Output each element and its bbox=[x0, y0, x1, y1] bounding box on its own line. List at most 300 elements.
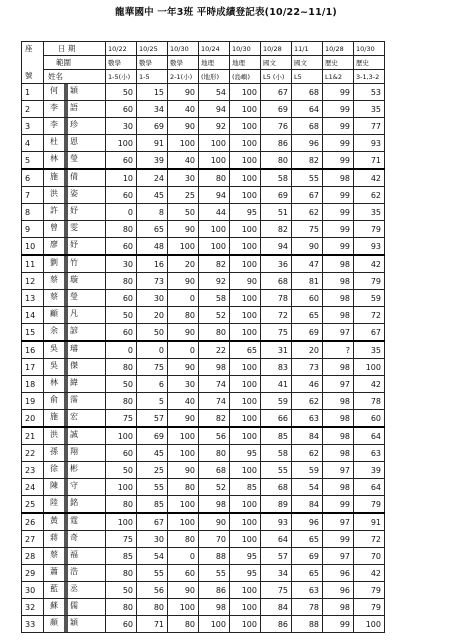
range-cell: L1&2 bbox=[323, 70, 354, 84]
table-row bbox=[22, 479, 385, 496]
table-row bbox=[22, 101, 385, 118]
seat-label-2: 號 bbox=[25, 71, 33, 80]
subject-cell: 數學 bbox=[106, 56, 137, 70]
score-cell: 81 bbox=[292, 273, 323, 290]
student-name bbox=[44, 324, 106, 342]
score-cell: 55 bbox=[137, 565, 168, 582]
date-cell: 10/25 bbox=[137, 42, 168, 56]
seat-number: 21 bbox=[22, 427, 44, 445]
score-cell: 100 bbox=[354, 359, 385, 376]
score-cell: 78 bbox=[261, 290, 292, 307]
student-name bbox=[44, 290, 106, 307]
score-cell: 99 bbox=[323, 135, 354, 152]
score-cell: 100 bbox=[199, 221, 230, 238]
name-first-char: 蔡 bbox=[50, 292, 58, 301]
score-cell: 100 bbox=[230, 221, 261, 238]
table-row bbox=[22, 359, 385, 376]
score-cell: 100 bbox=[230, 599, 261, 616]
score-cell: 85 bbox=[230, 479, 261, 496]
score-cell: 63 bbox=[354, 445, 385, 462]
score-cell: 25 bbox=[137, 462, 168, 479]
score-cell: 64 bbox=[261, 531, 292, 548]
score-cell: 16 bbox=[137, 255, 168, 273]
score-cell: 91 bbox=[354, 513, 385, 531]
score-cell: 98 bbox=[323, 427, 354, 445]
subject-cell: 歷史 bbox=[323, 56, 354, 70]
seat-number: 19 bbox=[22, 393, 44, 410]
table-row bbox=[22, 496, 385, 514]
seat-number: 18 bbox=[22, 376, 44, 393]
seat-number: 7 bbox=[22, 187, 44, 204]
score-cell: 25 bbox=[168, 187, 199, 204]
name-first-char: 曾 bbox=[50, 223, 58, 232]
score-cell: 98 bbox=[323, 393, 354, 410]
name-redaction-bar bbox=[64, 135, 68, 151]
name-last-char: 妤 bbox=[70, 240, 78, 249]
name-redaction-bar bbox=[64, 428, 68, 444]
score-cell: 0 bbox=[106, 204, 137, 221]
score-cell: 80 bbox=[106, 599, 137, 616]
score-cell: 98 bbox=[323, 410, 354, 428]
score-cell: 92 bbox=[199, 273, 230, 290]
score-cell: 100 bbox=[230, 582, 261, 599]
range-cell: L5 (小) bbox=[261, 70, 292, 84]
score-cell: 50 bbox=[106, 462, 137, 479]
student-name bbox=[44, 221, 106, 238]
score-cell: 6 bbox=[137, 376, 168, 393]
score-cell: 95 bbox=[230, 204, 261, 221]
score-cell: 56 bbox=[199, 427, 230, 445]
score-cell: 97 bbox=[323, 548, 354, 565]
score-cell: 34 bbox=[137, 101, 168, 118]
score-cell: 99 bbox=[323, 496, 354, 514]
score-cell: 84 bbox=[292, 496, 323, 514]
score-cell: 60 bbox=[354, 410, 385, 428]
score-cell: 0 bbox=[168, 290, 199, 307]
score-cell: 90 bbox=[168, 221, 199, 238]
student-name bbox=[44, 376, 106, 393]
name-last-char: 妤 bbox=[70, 206, 78, 215]
score-cell: 40 bbox=[168, 152, 199, 170]
table-row bbox=[22, 341, 385, 359]
score-cell: 100 bbox=[230, 238, 261, 256]
score-cell: 56 bbox=[137, 582, 168, 599]
score-cell: 80 bbox=[106, 359, 137, 376]
score-cell: 84 bbox=[292, 427, 323, 445]
score-cell: 98 bbox=[323, 169, 354, 187]
name-redaction-bar bbox=[64, 376, 68, 392]
score-cell: 58 bbox=[199, 290, 230, 307]
seat-number: 1 bbox=[22, 84, 44, 101]
seat-header bbox=[22, 42, 44, 84]
table-row bbox=[22, 565, 385, 582]
table-row bbox=[22, 513, 385, 531]
score-cell: 98 bbox=[199, 359, 230, 376]
student-name bbox=[44, 599, 106, 616]
name-redaction-bar bbox=[64, 170, 68, 186]
student-name bbox=[44, 513, 106, 531]
score-cell: 95 bbox=[230, 548, 261, 565]
table-row bbox=[22, 152, 385, 170]
score-cell: 99 bbox=[323, 152, 354, 170]
score-cell: 100 bbox=[230, 255, 261, 273]
date-cell: 10/24 bbox=[199, 42, 230, 56]
score-cell: 44 bbox=[199, 204, 230, 221]
name-redaction-bar bbox=[64, 324, 68, 340]
score-cell: 39 bbox=[354, 462, 385, 479]
score-cell: 97 bbox=[323, 376, 354, 393]
score-cell: 100 bbox=[230, 616, 261, 633]
score-cell: 69 bbox=[292, 324, 323, 342]
score-cell: 40 bbox=[168, 393, 199, 410]
subject-cell: 地理 bbox=[199, 56, 230, 70]
name-redaction-bar bbox=[64, 273, 68, 289]
name-first-char: 余 bbox=[50, 326, 58, 335]
score-cell: 69 bbox=[137, 118, 168, 135]
score-cell: 95 bbox=[230, 445, 261, 462]
score-cell: 75 bbox=[137, 359, 168, 376]
name-first-char: 孫 bbox=[50, 447, 58, 456]
date-cell: 10/22 bbox=[106, 42, 137, 56]
score-cell: 30 bbox=[168, 376, 199, 393]
table-row bbox=[22, 376, 385, 393]
score-cell: 99 bbox=[323, 118, 354, 135]
score-cell: 79 bbox=[354, 273, 385, 290]
score-cell: 93 bbox=[354, 135, 385, 152]
student-name bbox=[44, 565, 106, 582]
range-cell: 2-1(小) bbox=[168, 70, 199, 84]
score-cell: 0 bbox=[168, 548, 199, 565]
seat-number: 33 bbox=[22, 616, 44, 633]
seat-number: 11 bbox=[22, 255, 44, 273]
score-cell: 89 bbox=[261, 496, 292, 514]
student-name bbox=[44, 341, 106, 359]
score-cell: 100 bbox=[230, 118, 261, 135]
seat-number: 13 bbox=[22, 290, 44, 307]
score-cell: 50 bbox=[106, 84, 137, 101]
student-name bbox=[44, 84, 106, 101]
score-cell: 97 bbox=[323, 513, 354, 531]
score-cell: 73 bbox=[292, 359, 323, 376]
seat-number: 12 bbox=[22, 273, 44, 290]
score-cell: 92 bbox=[199, 118, 230, 135]
score-cell: 100 bbox=[230, 152, 261, 170]
table-row bbox=[22, 238, 385, 256]
score-cell: 85 bbox=[106, 548, 137, 565]
score-cell: 100 bbox=[199, 238, 230, 256]
score-cell: 47 bbox=[292, 255, 323, 273]
name-last-char: 凡 bbox=[70, 309, 78, 318]
date-label: 日 期 bbox=[58, 44, 76, 53]
student-name bbox=[44, 118, 106, 135]
score-cell: 31 bbox=[261, 341, 292, 359]
score-cell: 100 bbox=[230, 290, 261, 307]
score-cell: 62 bbox=[292, 204, 323, 221]
score-cell: 80 bbox=[199, 169, 230, 187]
score-cell: 50 bbox=[106, 376, 137, 393]
score-cell: 86 bbox=[199, 582, 230, 599]
score-cell: 90 bbox=[168, 410, 199, 428]
seat-number: 3 bbox=[22, 118, 44, 135]
score-cell: 53 bbox=[354, 84, 385, 101]
score-cell: 60 bbox=[106, 445, 137, 462]
score-cell: 72 bbox=[354, 531, 385, 548]
score-cell: 100 bbox=[230, 135, 261, 152]
date-cell: 10/28 bbox=[261, 42, 292, 56]
score-cell: 96 bbox=[292, 135, 323, 152]
score-cell: 30 bbox=[137, 531, 168, 548]
table-row bbox=[22, 135, 385, 152]
name-redaction-bar bbox=[64, 342, 68, 358]
score-cell: 68 bbox=[261, 479, 292, 496]
range-cell: (地形) bbox=[199, 70, 230, 84]
range-label-cell bbox=[44, 56, 106, 70]
student-name bbox=[44, 359, 106, 376]
score-cell: 100 bbox=[168, 496, 199, 514]
range-cell: 3-1,3-2 bbox=[354, 70, 385, 84]
score-cell: 84 bbox=[261, 599, 292, 616]
name-first-char: 藍 bbox=[50, 584, 58, 593]
score-cell: 30 bbox=[137, 290, 168, 307]
name-redaction-bar bbox=[64, 462, 68, 478]
score-cell: 100 bbox=[230, 359, 261, 376]
score-cell: 99 bbox=[323, 101, 354, 118]
student-name bbox=[44, 307, 106, 324]
name-last-char: 儒 bbox=[70, 601, 78, 610]
seat-number: 16 bbox=[22, 341, 44, 359]
score-cell: 78 bbox=[292, 599, 323, 616]
table-row bbox=[22, 290, 385, 307]
score-cell: 90 bbox=[168, 359, 199, 376]
name-last-char: 守 bbox=[70, 481, 78, 490]
name-redaction-bar bbox=[64, 307, 68, 323]
range-cell: (島嶼) bbox=[230, 70, 261, 84]
name-redaction-bar bbox=[64, 410, 68, 426]
score-cell: 67 bbox=[261, 84, 292, 101]
score-cell: 71 bbox=[137, 616, 168, 633]
seat-number: 23 bbox=[22, 462, 44, 479]
score-cell: 67 bbox=[292, 187, 323, 204]
score-cell: 77 bbox=[354, 118, 385, 135]
score-cell: 75 bbox=[106, 531, 137, 548]
date-cell: 10/30 bbox=[230, 42, 261, 56]
score-cell: 70 bbox=[354, 548, 385, 565]
name-redaction-bar bbox=[64, 238, 68, 254]
score-cell: 63 bbox=[292, 410, 323, 428]
student-name bbox=[44, 548, 106, 565]
name-first-char: 李 bbox=[50, 120, 58, 129]
page-title: 龍華國中 一年3班 平時成績登記表(10/22~11/1) bbox=[115, 7, 337, 18]
name-last-char: 誠 bbox=[70, 430, 78, 439]
score-cell: 74 bbox=[199, 393, 230, 410]
name-first-char: 蔡 bbox=[50, 275, 58, 284]
score-cell: 75 bbox=[292, 221, 323, 238]
score-cell: 80 bbox=[106, 496, 137, 514]
seat-number: 26 bbox=[22, 513, 44, 531]
score-cell: 74 bbox=[199, 376, 230, 393]
table-row bbox=[22, 273, 385, 290]
score-cell: 100 bbox=[230, 187, 261, 204]
score-cell: ? bbox=[323, 341, 354, 359]
score-cell: 55 bbox=[137, 479, 168, 496]
score-cell: 86 bbox=[261, 616, 292, 633]
table-row bbox=[22, 255, 385, 273]
student-name bbox=[44, 393, 106, 410]
score-cell: 98 bbox=[323, 255, 354, 273]
score-cell: 90 bbox=[199, 513, 230, 531]
name-redaction-bar bbox=[64, 599, 68, 615]
score-cell: 100 bbox=[199, 135, 230, 152]
score-cell: 98 bbox=[323, 479, 354, 496]
header-row-dates bbox=[22, 42, 385, 56]
score-cell: 90 bbox=[168, 84, 199, 101]
score-cell: 35 bbox=[354, 341, 385, 359]
score-cell: 100 bbox=[230, 101, 261, 118]
name-redaction-bar bbox=[64, 256, 68, 272]
score-cell: 85 bbox=[137, 496, 168, 514]
name-redaction-bar bbox=[64, 514, 68, 530]
score-cell: 20 bbox=[137, 307, 168, 324]
score-cell: 97 bbox=[323, 324, 354, 342]
table-row bbox=[22, 427, 385, 445]
score-cell: 20 bbox=[292, 341, 323, 359]
score-cell: 71 bbox=[354, 152, 385, 170]
score-cell: 68 bbox=[292, 118, 323, 135]
name-first-char: 林 bbox=[50, 154, 58, 163]
name-last-char: 恩 bbox=[70, 137, 78, 146]
name-last-char: 語 bbox=[70, 103, 78, 112]
score-cell: 42 bbox=[354, 169, 385, 187]
table-row bbox=[22, 187, 385, 204]
score-cell: 62 bbox=[354, 187, 385, 204]
score-cell: 69 bbox=[261, 101, 292, 118]
score-cell: 65 bbox=[292, 565, 323, 582]
name-first-char: 顧 bbox=[50, 309, 58, 318]
name-last-char: 璇 bbox=[70, 275, 78, 284]
student-name bbox=[44, 187, 106, 204]
name-redaction-bar bbox=[64, 479, 68, 495]
score-cell: 60 bbox=[106, 290, 137, 307]
score-cell: 52 bbox=[199, 307, 230, 324]
score-cell: 93 bbox=[354, 238, 385, 256]
name-label-cell bbox=[44, 70, 106, 84]
name-last-char: 霆 bbox=[70, 516, 78, 525]
score-cell: 50 bbox=[137, 324, 168, 342]
score-cell: 80 bbox=[199, 445, 230, 462]
score-cell: 90 bbox=[168, 118, 199, 135]
student-name bbox=[44, 410, 106, 428]
score-cell: 76 bbox=[261, 118, 292, 135]
score-cell: 8 bbox=[137, 204, 168, 221]
name-redaction-bar bbox=[64, 445, 68, 461]
name-first-char: 黃 bbox=[50, 516, 58, 525]
table-row bbox=[22, 599, 385, 616]
score-cell: 90 bbox=[168, 462, 199, 479]
name-redaction-bar bbox=[64, 84, 68, 100]
score-cell: 5 bbox=[137, 393, 168, 410]
score-cell: 90 bbox=[230, 273, 261, 290]
date-cell: 10/30 bbox=[354, 42, 385, 56]
name-last-char: 穎 bbox=[70, 86, 78, 95]
score-cell: 86 bbox=[261, 135, 292, 152]
score-cell: 35 bbox=[354, 101, 385, 118]
subject-cell: 歷史 bbox=[354, 56, 385, 70]
score-cell: 96 bbox=[292, 513, 323, 531]
student-name bbox=[44, 445, 106, 462]
subject-cell: 地理 bbox=[230, 56, 261, 70]
score-cell: 64 bbox=[354, 427, 385, 445]
seat-label: 座 bbox=[25, 44, 33, 53]
name-first-char: 俞 bbox=[50, 395, 58, 404]
score-cell: 0 bbox=[137, 341, 168, 359]
table-row bbox=[22, 582, 385, 599]
score-cell: 99 bbox=[323, 187, 354, 204]
seat-number: 28 bbox=[22, 548, 44, 565]
name-redaction-bar bbox=[64, 221, 68, 237]
score-cell: 100 bbox=[230, 307, 261, 324]
seat-number: 15 bbox=[22, 324, 44, 342]
table-row bbox=[22, 307, 385, 324]
score-cell: 39 bbox=[137, 152, 168, 170]
table-row bbox=[22, 84, 385, 101]
score-cell: 100 bbox=[230, 462, 261, 479]
score-cell: 100 bbox=[230, 376, 261, 393]
student-name bbox=[44, 169, 106, 187]
name-last-char: 諺 bbox=[70, 326, 78, 335]
score-cell: 54 bbox=[292, 479, 323, 496]
score-cell: 35 bbox=[354, 204, 385, 221]
student-name bbox=[44, 255, 106, 273]
score-cell: 88 bbox=[292, 616, 323, 633]
score-cell: 65 bbox=[292, 531, 323, 548]
score-cell: 45 bbox=[137, 445, 168, 462]
header-row-ranges bbox=[22, 70, 385, 84]
seat-number: 14 bbox=[22, 307, 44, 324]
seat-number: 32 bbox=[22, 599, 44, 616]
score-cell: 93 bbox=[261, 513, 292, 531]
score-cell: 70 bbox=[199, 531, 230, 548]
name-last-char: 福 bbox=[70, 550, 78, 559]
score-cell: 98 bbox=[323, 290, 354, 307]
score-cell: 63 bbox=[292, 582, 323, 599]
table-row bbox=[22, 616, 385, 633]
score-cell: 100 bbox=[168, 445, 199, 462]
score-cell: 55 bbox=[261, 462, 292, 479]
range-cell: 1-5(小) bbox=[106, 70, 137, 84]
score-cell: 50 bbox=[106, 307, 137, 324]
score-cell: 24 bbox=[137, 169, 168, 187]
score-cell: 65 bbox=[137, 221, 168, 238]
score-cell: 90 bbox=[168, 582, 199, 599]
score-cell: 68 bbox=[261, 273, 292, 290]
score-cell: 100 bbox=[230, 531, 261, 548]
score-cell: 100 bbox=[168, 238, 199, 256]
name-redaction-bar bbox=[64, 187, 68, 203]
name-last-char: 浩 bbox=[70, 567, 78, 576]
score-cell: 75 bbox=[106, 410, 137, 428]
name-last-char: 穎 bbox=[70, 618, 78, 627]
score-cell: 22 bbox=[199, 341, 230, 359]
score-cell: 60 bbox=[292, 290, 323, 307]
score-cell: 98 bbox=[199, 496, 230, 514]
score-cell: 59 bbox=[261, 393, 292, 410]
score-cell: 82 bbox=[199, 410, 230, 428]
name-redaction-bar bbox=[64, 101, 68, 117]
score-cell: 100 bbox=[168, 513, 199, 531]
name-redaction-bar bbox=[64, 393, 68, 409]
date-cell: 11/1 bbox=[292, 42, 323, 56]
score-cell: 42 bbox=[354, 255, 385, 273]
